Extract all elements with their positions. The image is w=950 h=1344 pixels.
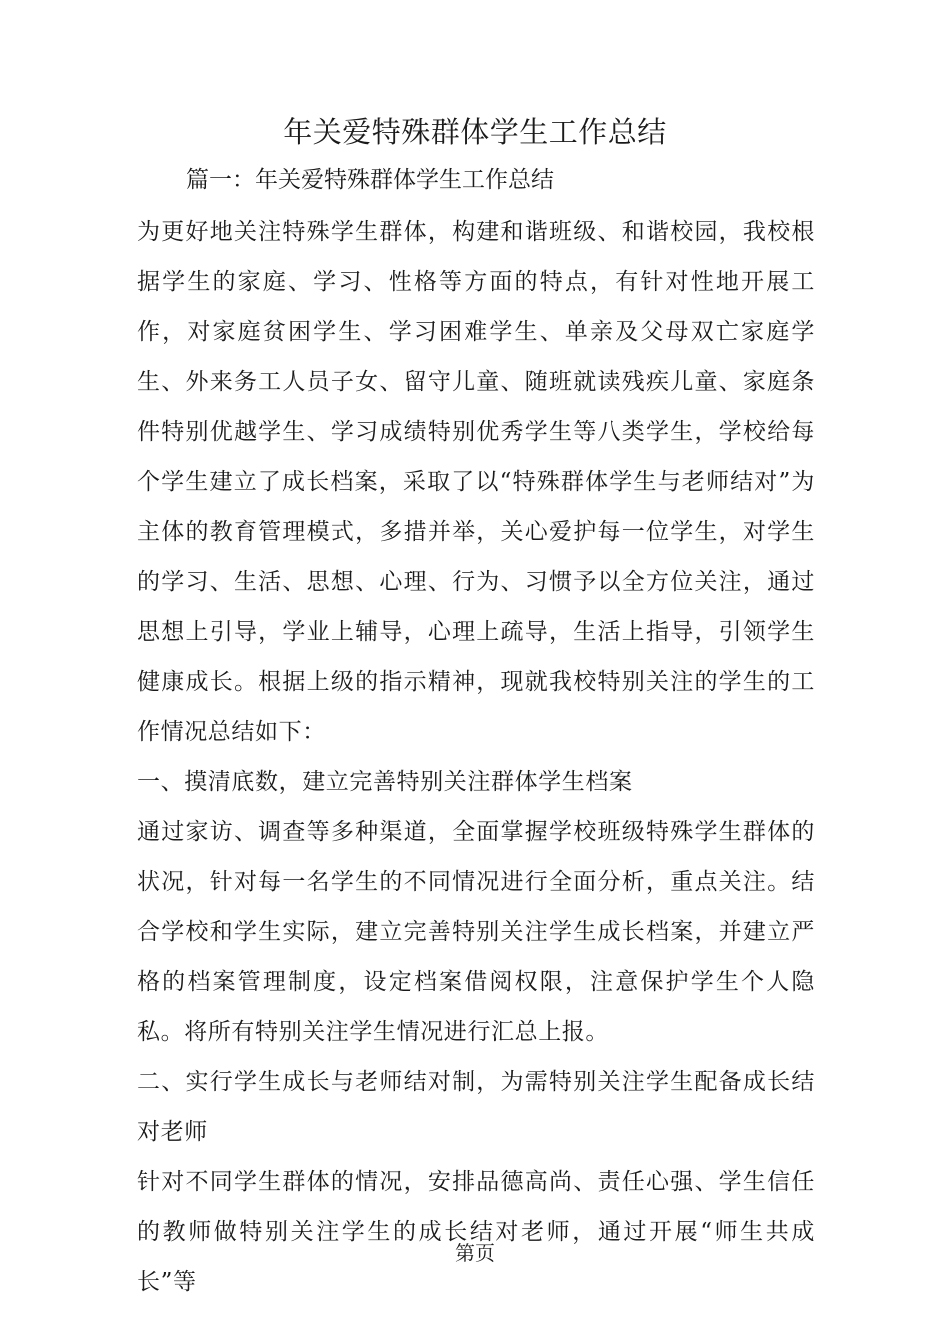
paragraph-section-2: 针对不同学生群体的情况，安排品德高尚、责任心强、学生信任的教师做特别关注学生的成长结对老师，通过开展“师生共成长”等: [137, 1169, 815, 1295]
document-title: 年关爱特殊群体学生工作总结: [283, 115, 667, 149]
section-heading-1: 一、摸清底数，建立完善特别关注群体学生档案: [137, 769, 633, 795]
paragraph-section-1: 通过家访、调查等多种渠道，全面掌握学校班级特殊学生群体的状况，针对每一名学生的不同情况进行全面分析，重点关注。结合学校和学生实际，建立完善特别关注学生成长档案，并建立严格的档案管理制度，设定档案借阅权限，注意保护学生个人隐私。将所有特别关注学生情况进行汇总上报。: [137, 819, 815, 1045]
document-body: [137, 207, 815, 1307]
page-footer: 第页: [455, 1241, 495, 1265]
document-subtitle: 篇一：年关爱特殊群体学生工作总结: [186, 167, 554, 193]
section-heading-2: 二、实行学生成长与老师结对制，为需特别关注学生配备成长结对老师: [137, 1069, 815, 1145]
paragraph-intro: 为更好地关注特殊学生群体，构建和谐班级、和谐校园，我校根据学生的家庭、学习、性格等方面的特点，有针对性地开展工作，对家庭贫困学生、学习困难学生、单亲及父母双亡家庭学生、外来务工人员子女、留守儿童、随班就读残疾儿童、家庭条件特别优越学生、学习成绩特别优秀学生等八类学生，学校给每个学生建立了成长档案，采取了以“特殊群体学生与老师结对”为主体的教育管理模式，多措并举，关心爱护每一位学生，对学生的学习、生活、思想、心理、行为、习惯予以全方位关注，通过思想上引导，学业上辅导，心理上疏导，生活上指导，引领学生健康成长。根据上级的指示精神，现就我校特别关注的学生的工作情况总结如下：: [137, 219, 815, 745]
